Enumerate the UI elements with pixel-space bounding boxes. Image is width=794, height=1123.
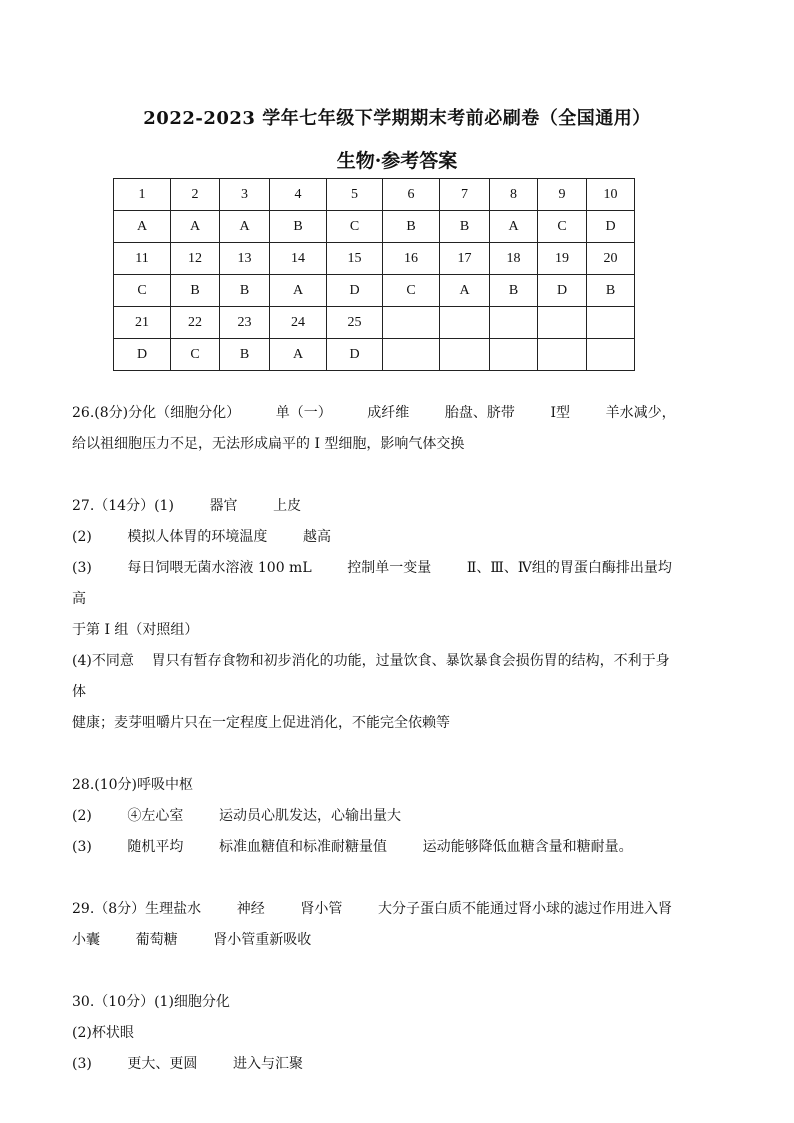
question-28-block	[72, 770, 682, 863]
answer-table-cell: 17	[440, 243, 490, 275]
answer-table-cell: D	[587, 211, 635, 243]
answer-table-cell: 12	[171, 243, 220, 275]
question-27-block	[72, 491, 682, 739]
answer-line: (3) 随机平均 标准血糖值和标准耐糖量值 运动能够降低血糖含量和糖耐量。	[72, 839, 633, 855]
answer-line: (2)杯状眼	[72, 1025, 134, 1041]
answer-table-cell: C	[538, 211, 587, 243]
answer-table-cell: 20	[587, 243, 635, 275]
answer-table-row	[114, 275, 635, 307]
answer-table-row	[114, 211, 635, 243]
answer-table-cell: B	[171, 275, 220, 307]
answer-table-cell	[538, 307, 587, 339]
answer-table-cell	[587, 339, 635, 371]
answer-table-cell: A	[114, 211, 171, 243]
answer-table-cell: 18	[490, 243, 538, 275]
answer-table-cell: 5	[327, 179, 383, 211]
answer-table-cell: A	[171, 211, 220, 243]
answer-line: 27.（14分）(1) 器官 上皮	[72, 498, 302, 514]
answer-table-cell: D	[114, 339, 171, 371]
answer-line: 于第 I 组（对照组）	[72, 622, 199, 638]
answer-line: (4)不同意 胃只有暂存食物和初步消化的功能，过量饮食、暴饮暴食会损伤胃的结构，不利于身体	[72, 653, 670, 700]
answer-table-cell: 19	[538, 243, 587, 275]
answer-table-cell: 10	[587, 179, 635, 211]
answer-table-cell: 4	[270, 179, 327, 211]
answer-table-row	[114, 243, 635, 275]
answer-line: (2) 模拟人体胃的环境温度 越高	[72, 529, 332, 545]
answer-table-cell: 23	[220, 307, 270, 339]
question-30-block	[72, 987, 682, 1080]
answer-line: 28.(10分)呼吸中枢	[72, 777, 194, 793]
answer-table-cell: B	[220, 339, 270, 371]
answer-table-cell: C	[383, 275, 440, 307]
answer-table-cell: 7	[440, 179, 490, 211]
document-title: 2022-2023 学年七年级下学期期末考前必刷卷（全国通用）	[143, 108, 651, 129]
answer-line: (3) 每日饲喂无菌水溶液 100 mL 控制单一变量 Ⅱ、Ⅲ、Ⅳ组的胃蛋白酶排出量均高	[72, 560, 672, 607]
answer-line: 给以祖细胞压力不足，无法形成扁平的 I 型细胞，影响气体交换	[72, 436, 465, 452]
answer-table-cell: A	[490, 211, 538, 243]
answer-line: 30.（10分）(1)细胞分化	[72, 994, 230, 1010]
answer-table-cell	[383, 339, 440, 371]
answer-table-cell: A	[270, 339, 327, 371]
answer-table-cell	[440, 307, 490, 339]
answer-table-cell: 25	[327, 307, 383, 339]
answer-table-cell: 15	[327, 243, 383, 275]
answer-table-cell: A	[270, 275, 327, 307]
answer-table-row	[114, 307, 635, 339]
answer-line: 29.（8分）生理盐水 神经 肾小管 大分子蛋白质不能通过肾小球的滤过作用进入肾	[72, 901, 672, 917]
answer-table	[113, 178, 635, 371]
question-26-block	[72, 398, 682, 460]
answer-table-cell: 3	[220, 179, 270, 211]
answer-table-cell: A	[440, 275, 490, 307]
answer-table-cell	[440, 339, 490, 371]
answer-table-cell: B	[587, 275, 635, 307]
answer-table-cell: C	[114, 275, 171, 307]
answer-table-cell: 13	[220, 243, 270, 275]
answer-table-cell: 9	[538, 179, 587, 211]
answer-table-cell: 1	[114, 179, 171, 211]
answer-table-cell: D	[327, 275, 383, 307]
answer-table-cell: A	[220, 211, 270, 243]
document-subtitle: 生物·参考答案	[336, 150, 458, 172]
answer-table-cell: B	[440, 211, 490, 243]
answer-table-cell: 2	[171, 179, 220, 211]
answer-table-cell: 16	[383, 243, 440, 275]
answer-table-cell: 11	[114, 243, 171, 275]
answer-table-cell: 14	[270, 243, 327, 275]
answer-table-cell: 24	[270, 307, 327, 339]
answer-line: (3) 更大、更圆 进入与汇聚	[72, 1056, 304, 1072]
answer-table-cell: 21	[114, 307, 171, 339]
answer-table-cell: 6	[383, 179, 440, 211]
answer-table-row	[114, 339, 635, 371]
answer-line: 26.(8分)分化（细胞分化） 单（一） 成纤维 胎盘、脐带 I型 羊水减少，	[72, 405, 676, 421]
answer-table-cell: B	[220, 275, 270, 307]
answer-line: 小囊 葡萄糖 肾小管重新吸收	[72, 932, 312, 948]
answer-table-cell	[383, 307, 440, 339]
answer-table-cell: D	[327, 339, 383, 371]
answer-table-cell	[538, 339, 587, 371]
answer-table-cell	[587, 307, 635, 339]
answer-table-cell: C	[171, 339, 220, 371]
answer-line: (2) ④左心室 运动员心肌发达，心输出量大	[72, 808, 402, 824]
question-29-block	[72, 894, 682, 956]
answer-table-cell: B	[383, 211, 440, 243]
answer-table-cell	[490, 307, 538, 339]
answer-table-cell: B	[270, 211, 327, 243]
answer-table-cell	[490, 339, 538, 371]
answer-table-row	[114, 179, 635, 211]
answer-explanations	[72, 398, 682, 1080]
answer-table-cell: C	[327, 211, 383, 243]
answer-line: 健康；麦芽咀嚼片只在一定程度上促进消化，不能完全依赖等	[72, 715, 450, 731]
answer-table-cell: 22	[171, 307, 220, 339]
answer-table-cell: D	[538, 275, 587, 307]
answer-table-cell: B	[490, 275, 538, 307]
answer-table-cell: 8	[490, 179, 538, 211]
